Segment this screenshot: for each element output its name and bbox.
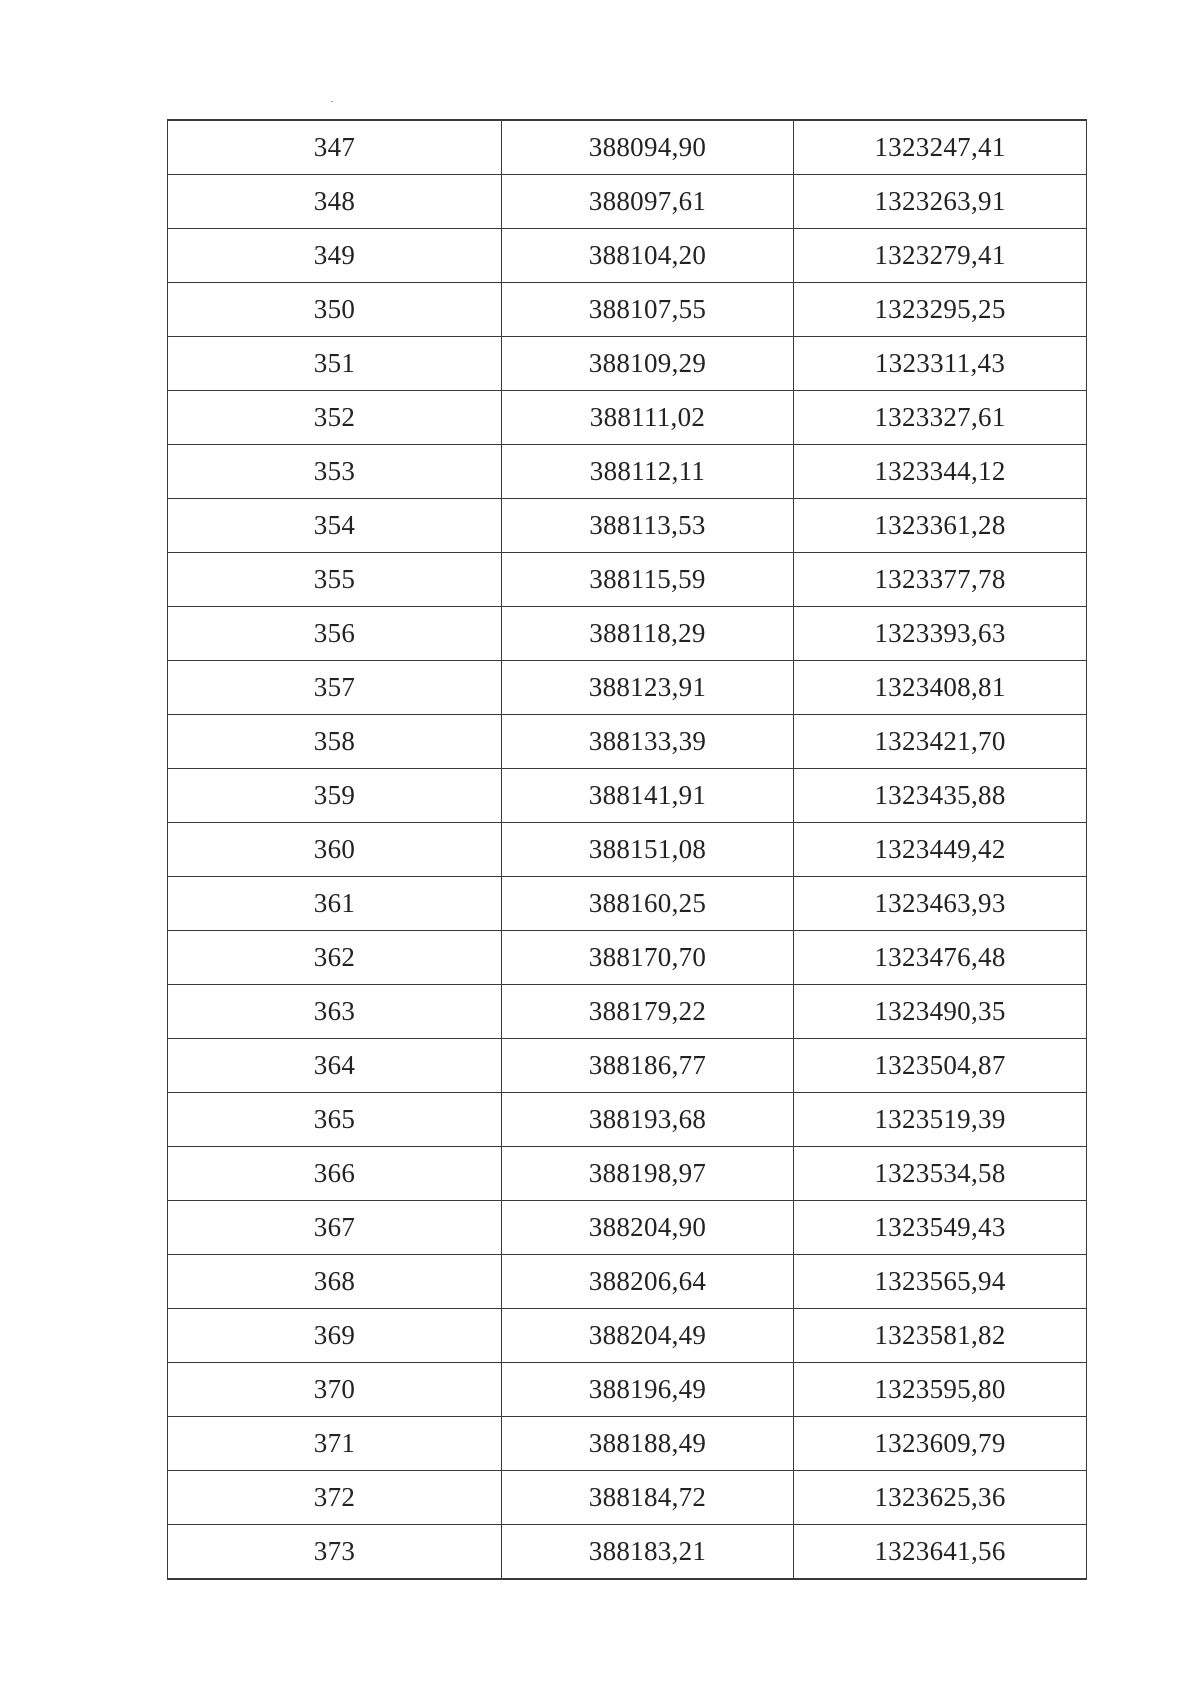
- y-coordinate-cell: 1323581,82: [794, 1309, 1087, 1363]
- table-row: [168, 391, 1087, 445]
- x-coordinate-cell: 388112,11: [502, 445, 794, 499]
- x-coordinate-cell: 388111,02: [502, 391, 794, 445]
- x-coordinate-cell: 388113,53: [502, 499, 794, 553]
- point-number-cell: 351: [168, 337, 502, 391]
- table-row: [168, 1471, 1087, 1525]
- table-row: [168, 823, 1087, 877]
- table-row: [168, 337, 1087, 391]
- y-coordinate-cell: 1323463,93: [794, 877, 1087, 931]
- x-coordinate-cell: 388183,21: [502, 1525, 794, 1580]
- coordinates-table-body: [168, 120, 1087, 1579]
- point-number-cell: 362: [168, 931, 502, 985]
- table-row: [168, 769, 1087, 823]
- x-coordinate-cell: 388204,49: [502, 1309, 794, 1363]
- point-number-cell: 368: [168, 1255, 502, 1309]
- table-row: [168, 1147, 1087, 1201]
- x-coordinate-cell: 388118,29: [502, 607, 794, 661]
- point-number-cell: 358: [168, 715, 502, 769]
- table-row: [168, 877, 1087, 931]
- point-number-cell: 366: [168, 1147, 502, 1201]
- x-coordinate-cell: 388141,91: [502, 769, 794, 823]
- table-row: [168, 1255, 1087, 1309]
- y-coordinate-cell: 1323263,91: [794, 175, 1087, 229]
- x-coordinate-cell: 388184,72: [502, 1471, 794, 1525]
- point-number-cell: 355: [168, 553, 502, 607]
- table-row: [168, 553, 1087, 607]
- point-number-cell: 363: [168, 985, 502, 1039]
- x-coordinate-cell: 388179,22: [502, 985, 794, 1039]
- table-row: [168, 499, 1087, 553]
- y-coordinate-cell: 1323311,43: [794, 337, 1087, 391]
- y-coordinate-cell: 1323534,58: [794, 1147, 1087, 1201]
- table-row: [168, 985, 1087, 1039]
- point-number-cell: 361: [168, 877, 502, 931]
- x-coordinate-cell: 388188,49: [502, 1417, 794, 1471]
- table-row: [168, 283, 1087, 337]
- x-coordinate-cell: 388115,59: [502, 553, 794, 607]
- y-coordinate-cell: 1323504,87: [794, 1039, 1087, 1093]
- y-coordinate-cell: 1323377,78: [794, 553, 1087, 607]
- point-number-cell: 350: [168, 283, 502, 337]
- coordinates-table: [167, 119, 1087, 1580]
- y-coordinate-cell: 1323295,25: [794, 283, 1087, 337]
- y-coordinate-cell: 1323344,12: [794, 445, 1087, 499]
- point-number-cell: 373: [168, 1525, 502, 1580]
- y-coordinate-cell: 1323435,88: [794, 769, 1087, 823]
- x-coordinate-cell: 388151,08: [502, 823, 794, 877]
- point-number-cell: 364: [168, 1039, 502, 1093]
- x-coordinate-cell: 388204,90: [502, 1201, 794, 1255]
- y-coordinate-cell: 1323609,79: [794, 1417, 1087, 1471]
- table-row: [168, 1417, 1087, 1471]
- table-row: [168, 229, 1087, 283]
- x-coordinate-cell: 388109,29: [502, 337, 794, 391]
- y-coordinate-cell: 1323490,35: [794, 985, 1087, 1039]
- point-number-cell: 360: [168, 823, 502, 877]
- point-number-cell: 359: [168, 769, 502, 823]
- y-coordinate-cell: 1323641,56: [794, 1525, 1087, 1580]
- table-row: [168, 120, 1087, 175]
- scan-speck: [331, 101, 333, 102]
- x-coordinate-cell: 388094,90: [502, 120, 794, 175]
- point-number-cell: 354: [168, 499, 502, 553]
- x-coordinate-cell: 388186,77: [502, 1039, 794, 1093]
- x-coordinate-cell: 388198,97: [502, 1147, 794, 1201]
- y-coordinate-cell: 1323393,63: [794, 607, 1087, 661]
- point-number-cell: 348: [168, 175, 502, 229]
- point-number-cell: 353: [168, 445, 502, 499]
- point-number-cell: 357: [168, 661, 502, 715]
- x-coordinate-cell: 388133,39: [502, 715, 794, 769]
- y-coordinate-cell: 1323476,48: [794, 931, 1087, 985]
- y-coordinate-cell: 1323247,41: [794, 120, 1087, 175]
- point-number-cell: 369: [168, 1309, 502, 1363]
- x-coordinate-cell: 388206,64: [502, 1255, 794, 1309]
- y-coordinate-cell: 1323421,70: [794, 715, 1087, 769]
- x-coordinate-cell: 388107,55: [502, 283, 794, 337]
- x-coordinate-cell: 388097,61: [502, 175, 794, 229]
- y-coordinate-cell: 1323595,80: [794, 1363, 1087, 1417]
- y-coordinate-cell: 1323408,81: [794, 661, 1087, 715]
- point-number-cell: 349: [168, 229, 502, 283]
- point-number-cell: 370: [168, 1363, 502, 1417]
- point-number-cell: 372: [168, 1471, 502, 1525]
- table-row: [168, 175, 1087, 229]
- table-row: [168, 1093, 1087, 1147]
- y-coordinate-cell: 1323625,36: [794, 1471, 1087, 1525]
- x-coordinate-cell: 388160,25: [502, 877, 794, 931]
- table-row: [168, 1309, 1087, 1363]
- y-coordinate-cell: 1323565,94: [794, 1255, 1087, 1309]
- table-row: [168, 1525, 1087, 1580]
- table-row: [168, 661, 1087, 715]
- x-coordinate-cell: 388170,70: [502, 931, 794, 985]
- table-row: [168, 931, 1087, 985]
- table-row: [168, 445, 1087, 499]
- x-coordinate-cell: 388104,20: [502, 229, 794, 283]
- y-coordinate-cell: 1323361,28: [794, 499, 1087, 553]
- y-coordinate-cell: 1323449,42: [794, 823, 1087, 877]
- point-number-cell: 347: [168, 120, 502, 175]
- table-row: [168, 1201, 1087, 1255]
- table-row: [168, 1039, 1087, 1093]
- x-coordinate-cell: 388196,49: [502, 1363, 794, 1417]
- x-coordinate-cell: 388193,68: [502, 1093, 794, 1147]
- point-number-cell: 371: [168, 1417, 502, 1471]
- y-coordinate-cell: 1323279,41: [794, 229, 1087, 283]
- x-coordinate-cell: 388123,91: [502, 661, 794, 715]
- table-row: [168, 715, 1087, 769]
- y-coordinate-cell: 1323519,39: [794, 1093, 1087, 1147]
- point-number-cell: 356: [168, 607, 502, 661]
- y-coordinate-cell: 1323327,61: [794, 391, 1087, 445]
- point-number-cell: 367: [168, 1201, 502, 1255]
- point-number-cell: 352: [168, 391, 502, 445]
- point-number-cell: 365: [168, 1093, 502, 1147]
- y-coordinate-cell: 1323549,43: [794, 1201, 1087, 1255]
- table-row: [168, 1363, 1087, 1417]
- table-row: [168, 607, 1087, 661]
